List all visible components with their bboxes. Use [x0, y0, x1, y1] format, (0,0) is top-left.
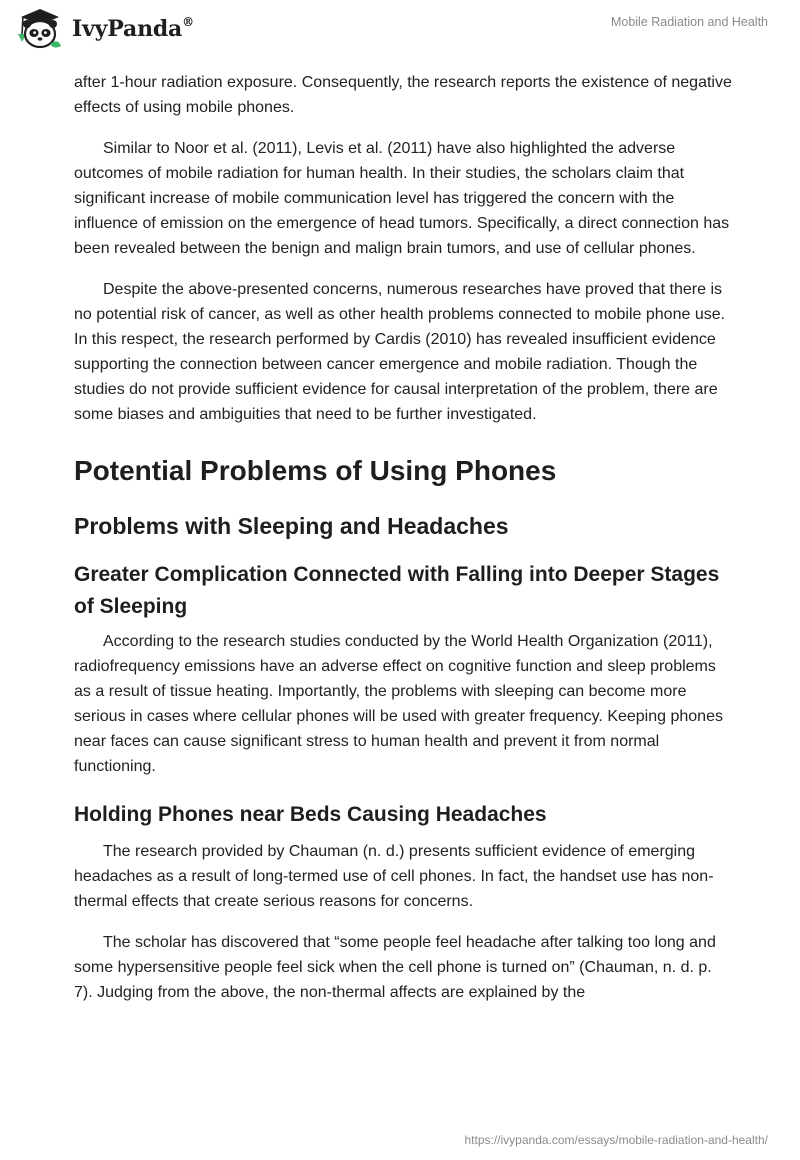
section-heading: Potential Problems of Using Phones — [74, 455, 557, 486]
panda-mascot-icon — [14, 8, 66, 50]
subsection-heading: Problems with Sleeping and Headaches — [74, 513, 509, 539]
subsubsection-heading: Greater Complication Connected with Falling into Deeper Stages of Sleeping — [74, 563, 720, 618]
paragraph: Similar to Noor et al. (2011), Levis et al. (2011) have also highlighted the adverse outcomes of mobile radiation for human health. In their studies, the scholars claim that significant increase of mobile communication level has triggered the concern with the influence of emission on the emergence of head tumors. Specifically, a direct connection has been revealed between the benign and malign brain tumors, and use of cellular phones. — [74, 140, 730, 257]
brand-name: IvyPanda® — [72, 14, 194, 42]
ivypanda-logo[interactable] — [14, 8, 194, 50]
subsubsection-heading: Holding Phones near Beds Causing Headaches — [74, 803, 547, 826]
footer-url-link[interactable]: https://ivypanda.com/essays/mobile-radiation-and-health/ — [464, 1133, 768, 1147]
paragraph: According to the research studies conducted by the World Health Organization (2011), radiofrequency emissions have an adverse effect on cognitive function and sleep problems as a result of tissue heating. Importantly, the problems with sleeping can become more serious in cases where cellular phones will be used with greater frequency. Keeping phones near faces can cause significant stress to human health and prevent it from normal functioning. — [74, 633, 723, 775]
paragraph: after 1-hour radiation exposure. Consequently, the research reports the existence of negative effects of using mobile phones. — [74, 74, 732, 116]
page-header — [0, 0, 800, 64]
document-title: Mobile Radiation and Health — [610, 15, 768, 29]
essay-body — [74, 70, 734, 1021]
paragraph: The research provided by Chauman (n. d.) presents sufficient evidence of emerging headaches as a result of long-termed use of cell phones. In fact, the handset use has non-thermal effects that create serious reasons for concerns. — [74, 843, 714, 910]
paragraph: Despite the above-presented concerns, numerous researches have proved that there is no potential risk of cancer, as well as other health problems connected to mobile phone use. In this respect, the research performed by Cardis (2010) has revealed insufficient evidence supporting the connection between cancer emergence and mobile radiation. Though the studies do not provide sufficient evidence for causal interpretation of the problem, there are some biases and ambiguities that need to be further investigated. — [74, 281, 726, 423]
paragraph: The scholar has discovered that “some people feel headache after talking too long and some hypersensitive people feel sick when the cell phone is turned on” (Chauman, n. d. p. 7). Judging from the above, the non-thermal affects are explained by the — [74, 934, 716, 1001]
